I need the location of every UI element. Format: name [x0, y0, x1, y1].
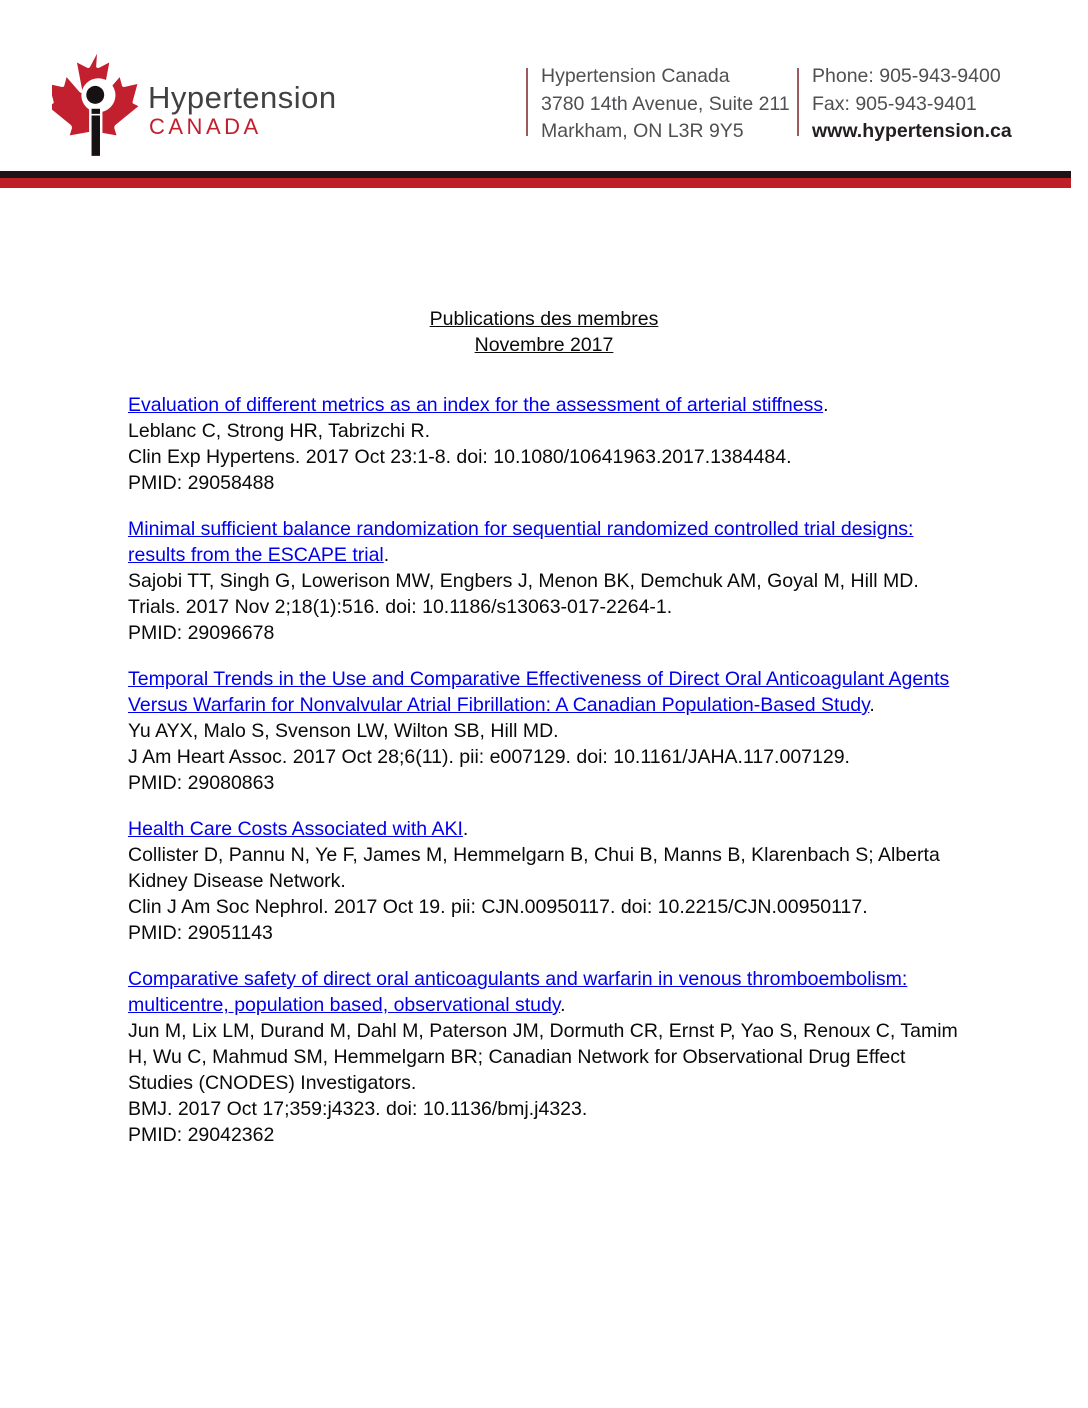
title-line-1: Publications des membres	[429, 308, 659, 330]
publication-link[interactable]: Health Care Costs Associated with AKI	[128, 818, 463, 840]
contact-divider-line	[797, 68, 799, 136]
person-body-notch	[91, 114, 100, 116]
address-line-2: 3780 14th Avenue, Suite 211	[541, 92, 790, 115]
address-line-3: Markham, ON L3R 9Y5	[541, 120, 744, 142]
document-title	[128, 306, 960, 358]
address-line-1: Hypertension Canada	[541, 65, 730, 87]
publication-link[interactable]: Minimal sufficient balance randomization for sequential randomized controlled trial designs: results from the ESCAPE trial	[128, 518, 914, 566]
title-period: .	[560, 994, 566, 1016]
publication-link[interactable]: Comparative safety of direct oral anticoagulants and warfarin in venous thromboembolism: multicentre, population based, observational study	[128, 968, 908, 1016]
publication-title-line	[128, 966, 960, 1018]
publication-text: Sajobi TT, Singh G, Lowerison MW, Engbers J, Menon BK, Demchuk AM, Goyal M, Hill MD. Trials. 2017 Nov 2;18(1):516. doi: 10.1186/s13063-017-2264-1.	[128, 570, 919, 618]
person-head-icon	[86, 86, 104, 104]
letterhead	[0, 0, 1088, 200]
publication-text: Clin Exp Hypertens. 2017 Oct 23:1-8. doi: 10.1080/10641963.2017.1384484.	[128, 446, 792, 468]
brand-wordmark: Hypertension	[148, 80, 337, 115]
hypertension-canada-logo-icon	[52, 52, 142, 161]
publication-list	[128, 392, 960, 1148]
publication-entry	[128, 666, 960, 796]
title-period: .	[869, 694, 875, 716]
publication-title-line	[128, 816, 960, 842]
publication-link[interactable]: Evaluation of different metrics as an index for the assessment of arterial stiffness	[128, 394, 824, 416]
publication-pmid: PMID: 29080863	[128, 772, 275, 794]
address-divider-line	[526, 68, 528, 136]
publication-details	[128, 1018, 960, 1122]
address-block	[541, 63, 790, 146]
publication-text: Yu AYX, Malo S, Svenson LW, Wilton SB, Hill MD.	[128, 720, 559, 742]
publication-entry	[128, 816, 960, 946]
publication-pmid: PMID: 29042362	[128, 1124, 275, 1146]
publication-details	[128, 842, 960, 920]
publication-text: J Am Heart Assoc. 2017 Oct 28;6(11). pii: e007129. doi: 10.1161/JAHA.117.007129.	[128, 746, 850, 768]
website-text: www.hypertension.ca	[812, 120, 1012, 142]
title-period: .	[462, 818, 469, 840]
title-period: .	[823, 394, 829, 416]
publication-text: Leblanc C, Strong HR, Tabrizchi R.	[128, 420, 431, 442]
publication-title-line	[128, 666, 960, 718]
publication-pmid: PMID: 29051143	[128, 922, 273, 944]
publication-pmid: PMID: 29058488	[128, 472, 275, 494]
publication-pmid: PMID: 29096678	[128, 622, 275, 644]
publication-link[interactable]: Temporal Trends in the Use and Comparative Effectiveness of Direct Oral Anticoagulant Agents Versus Warfarin for Nonvalvular Atrial Fibrillation: A Canadian Population-Based Study	[128, 668, 950, 716]
title-line-2: Novembre 2017	[474, 334, 614, 356]
publication-details	[128, 418, 960, 470]
publication-title-line	[128, 392, 960, 418]
header-rule-black	[0, 171, 1071, 178]
publication-entry	[128, 966, 960, 1148]
publication-entry	[128, 392, 960, 496]
publication-text: Collister D, Pannu N, Ye F, James M, Hemmelgarn B, Chui B, Manns B, Klarenbach S; Alberta Kidney Disease Network.	[128, 844, 940, 892]
document-body	[128, 306, 960, 1168]
publication-text: Jun M, Lix LM, Durand M, Dahl M, Paterson JM, Dormuth CR, Ernst P, Yao S, Renoux C, Tamim H, Wu C, Mahmud SM, Hemmelgarn BR; Canadian Network for Observational Drug Effect Studies (CNODES) Investigators.	[128, 1020, 958, 1094]
publication-title-line	[128, 516, 960, 568]
fax-line: Fax: 905-943-9401	[812, 92, 977, 115]
header-rule-red	[0, 178, 1071, 188]
phone-line: Phone: 905-943-9400	[812, 65, 1001, 87]
brand-country: CANADA	[149, 114, 262, 139]
title-period: .	[383, 544, 390, 566]
publication-text: BMJ. 2017 Oct 17;359:j4323. doi: 10.1136/bmj.j4323.	[128, 1098, 588, 1120]
publication-entry	[128, 516, 960, 646]
publication-text: Clin J Am Soc Nephrol. 2017 Oct 19. pii: CJN.00950117. doi: 10.2215/CJN.00950117.	[128, 896, 868, 918]
contact-block	[812, 63, 1012, 146]
publication-details	[128, 568, 960, 620]
publication-details	[128, 718, 960, 770]
